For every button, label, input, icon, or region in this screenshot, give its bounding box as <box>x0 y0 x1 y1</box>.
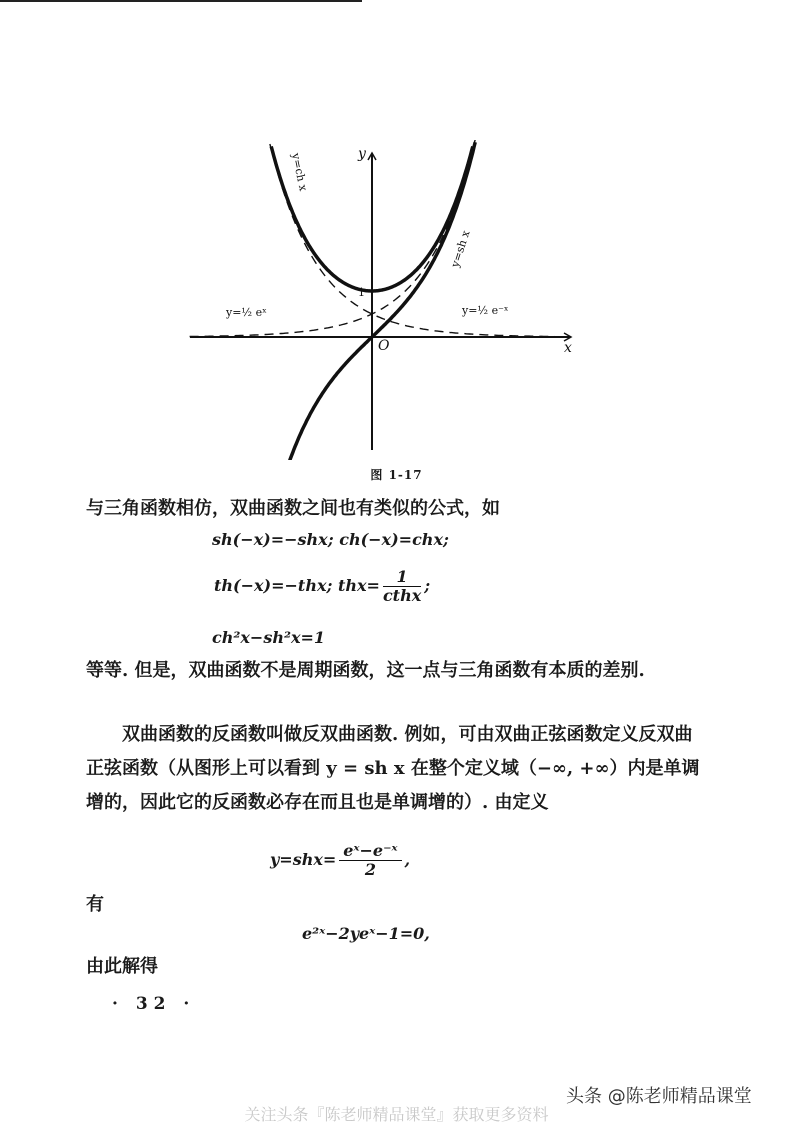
formula-sh-end: , <box>404 850 411 869</box>
formula-th-left: th(−x)=−thx; thx= <box>214 576 380 595</box>
sinh-label: y=sh x <box>448 228 473 269</box>
word-derive: 由此解得 <box>86 956 158 977</box>
formula-th-numerator: 1 <box>383 568 421 587</box>
formula-th-fraction <box>383 568 421 605</box>
tick-one-label: 1 <box>358 286 365 299</box>
footer-watermark: 关注头条『陈老师精品课堂』获取更多资料 <box>244 1105 549 1124</box>
paragraph-inverse: 双曲函数的反函数叫做反双曲函数. 例如，可由双曲正弦函数定义反双曲正弦函数（从图形上可以看到 y = sh x 在整个定义域（−∞, +∞）内是单调增的，因此它的反函数必存在而且也是单调增的）. 由定义 <box>86 724 700 813</box>
hyperbolic-graph <box>180 140 580 460</box>
y-axis-label: y <box>358 146 366 162</box>
sinh-curve <box>288 142 475 460</box>
paragraph-not-periodic: 等等. 但是，双曲函数不是周期函数，这一点与三角函数有本质的差别. <box>86 660 645 681</box>
formula-th-denominator: cthx <box>382 586 422 605</box>
top-rule <box>0 0 362 2</box>
word-you: 有 <box>86 894 104 915</box>
formula-quadratic: e²ˣ−2yeˣ−1=0, <box>302 924 430 943</box>
half-exp-neg-curve <box>266 140 554 337</box>
formula-th-end: ; <box>424 576 431 595</box>
origin-label: O <box>378 338 390 354</box>
page-number: · 32 · <box>112 994 196 1014</box>
formula-sh-numerator: eˣ−e⁻ˣ <box>339 842 401 861</box>
intro-paragraph: 与三角函数相仿，双曲函数之间也有类似的公式，如 <box>86 498 500 519</box>
formula-th <box>214 568 430 605</box>
x-axis-label: x <box>564 340 572 356</box>
exp-neg-label: y=½ e⁻ˣ <box>462 304 509 317</box>
formula-sh-ch-parity: sh(−x)=−shx; ch(−x)=chx; <box>212 530 449 549</box>
cosh-label: y=ch x <box>289 151 310 193</box>
brand-watermark: 头条 @陈老师精品课堂 <box>566 1086 752 1107</box>
figure-caption: 图 1-17 <box>370 468 423 482</box>
formula-sh-definition <box>270 842 410 879</box>
formula-sh-fraction <box>339 842 401 879</box>
exp-pos-label: y=½ eˣ <box>226 306 267 319</box>
formula-identity: ch²x−sh²x=1 <box>212 628 326 647</box>
formula-sh-left: y=shx= <box>270 850 337 869</box>
formula-sh-denominator: 2 <box>364 860 376 879</box>
